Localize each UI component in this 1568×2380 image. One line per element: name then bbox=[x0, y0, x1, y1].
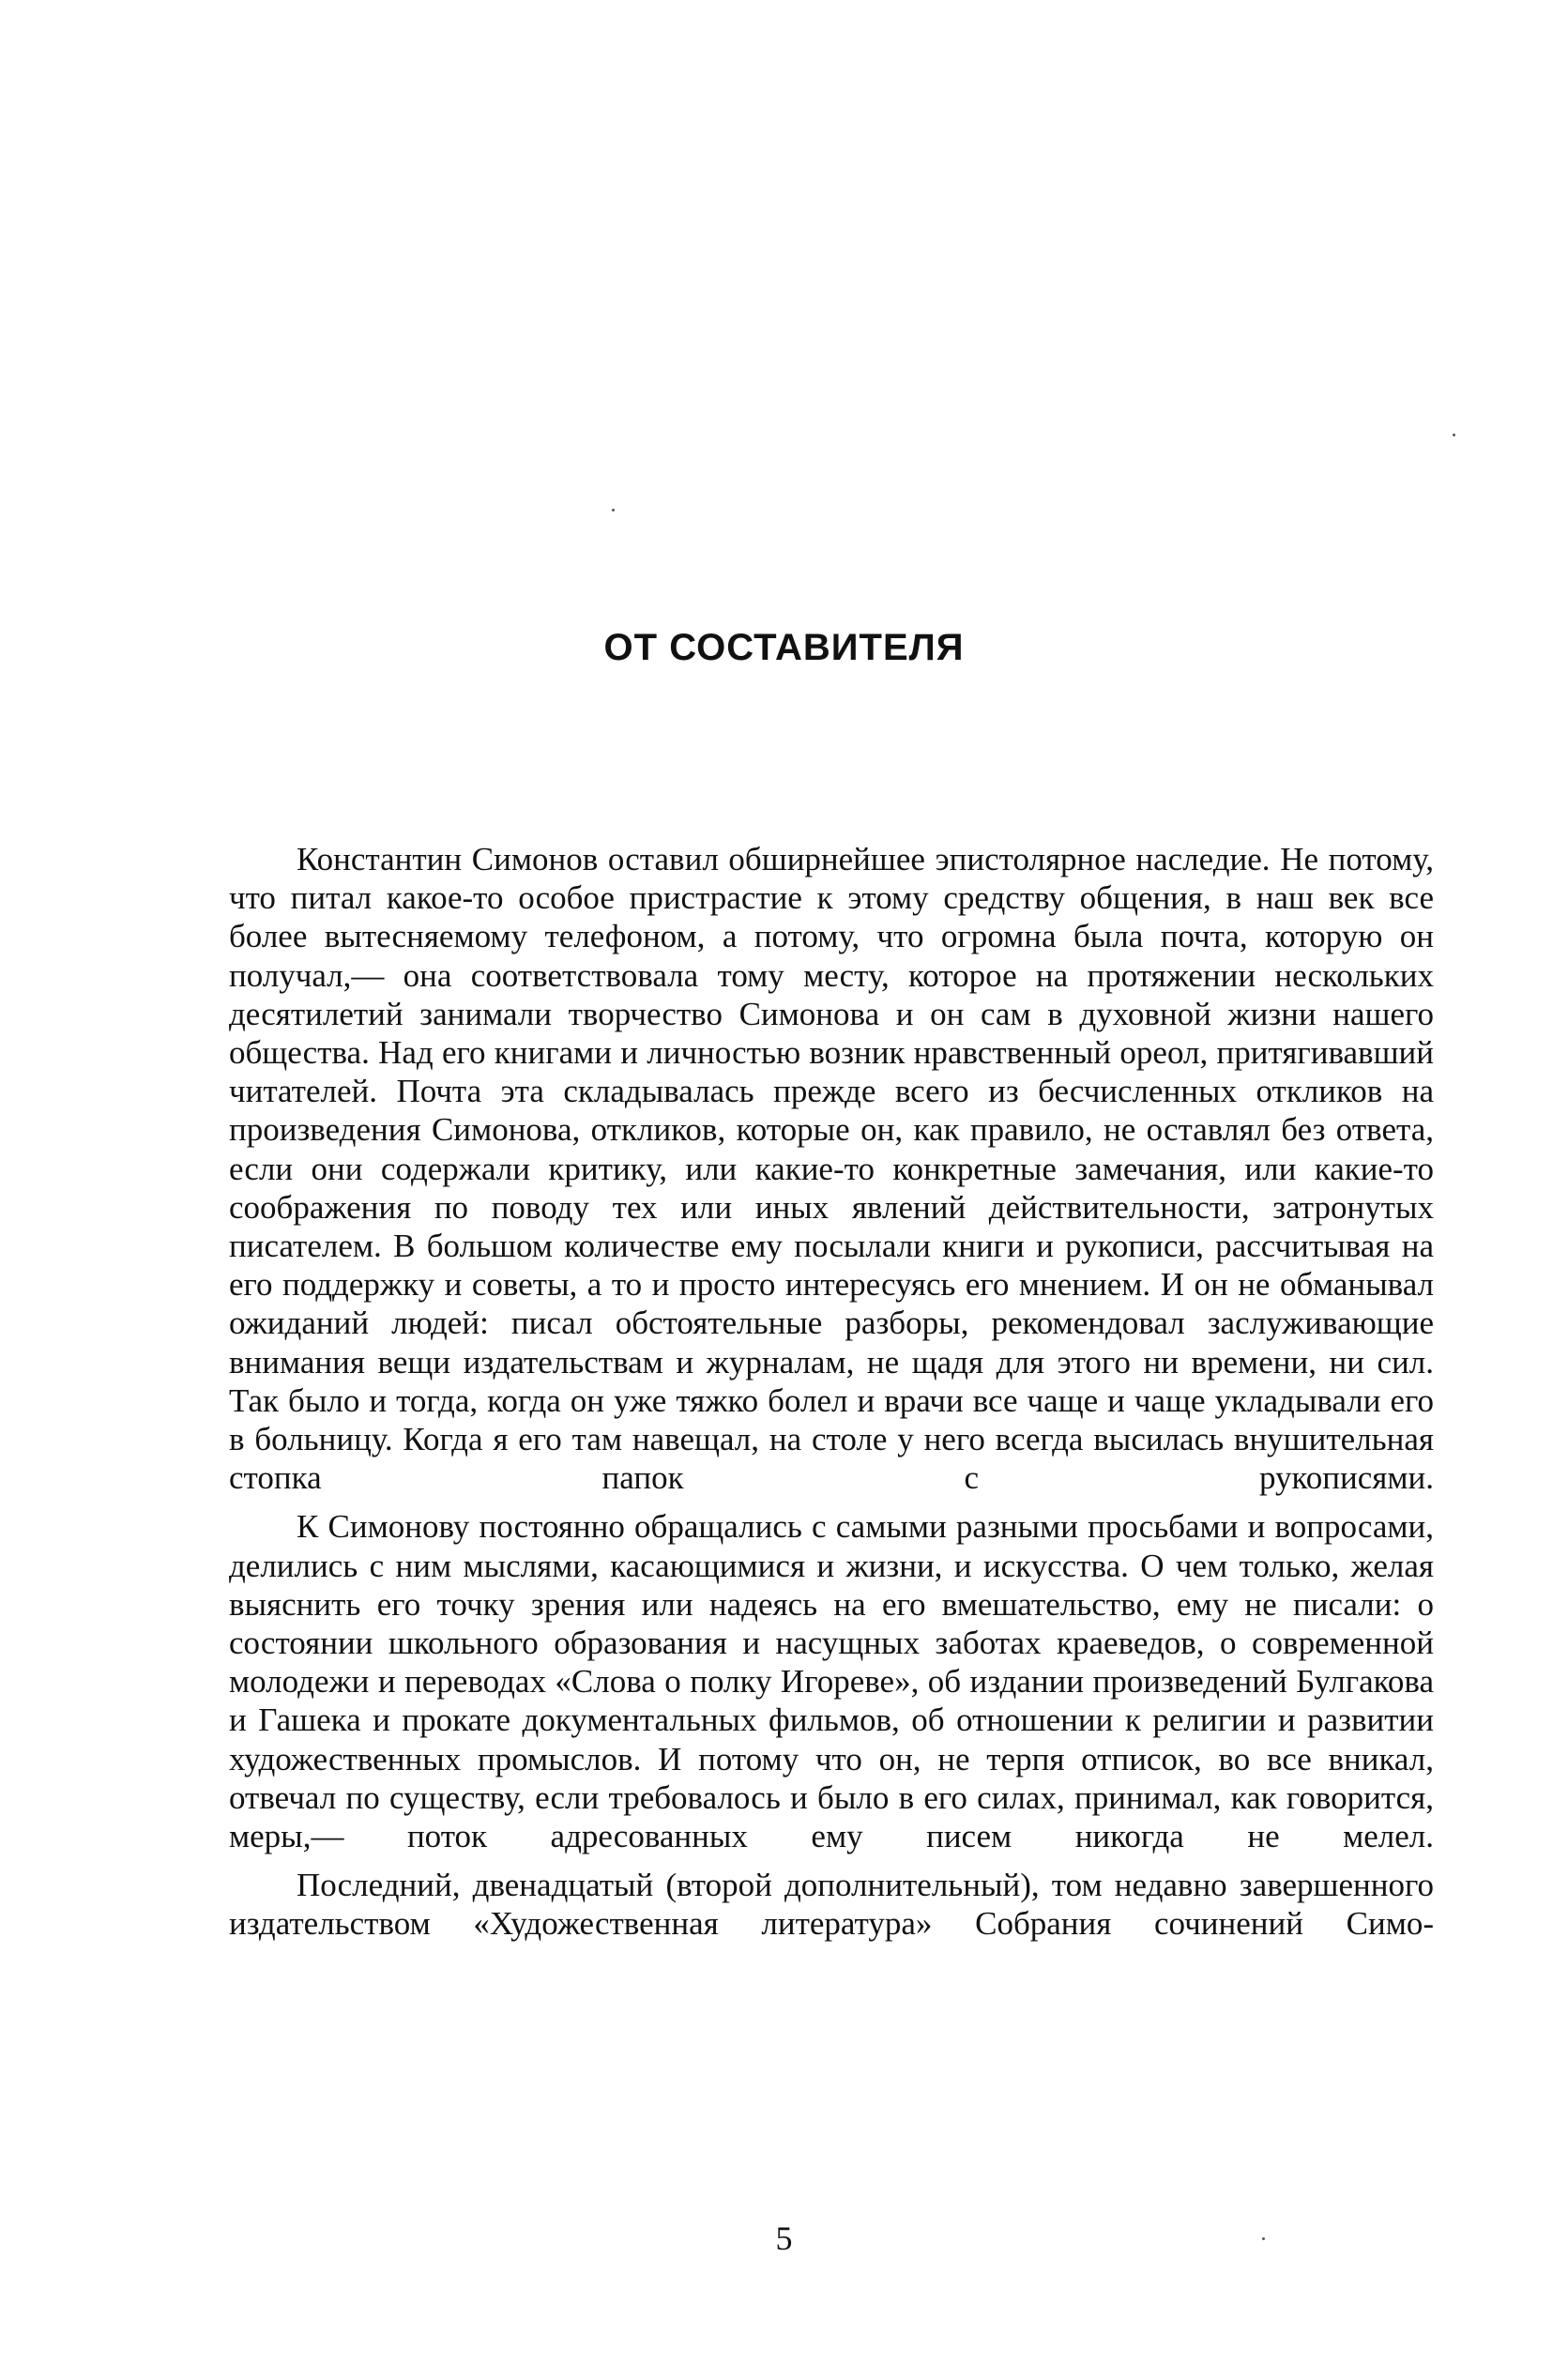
chapter-title: ОТ СОСТАВИТЕЛЯ bbox=[603, 627, 965, 668]
paragraph-1: Константин Симонов оставил обширнейшее эпистолярное наследие. Не потому, что питал какое-то особое пристрастие к этому средству общения, в наш век все более вытесняемому телефоном, а потому, что огромна была почта, которую он получал,— она соответствовала тому месту, которое на протяжении нескольких десятилетий занимали творчество Симонова и он сам в духовной жизни нашего общества. Над его книгами и личностью возник нравственный ореол, притягивавший читателей. Почта эта складывалась прежде всего из бесчисленных откликов на произведения Симонова, откликов, которые он, как правило, не оставлял без ответа, если они содержали критику, или какие-то конкретные замечания, или какие-то соображения по поводу тех или иных явлений действительности, затронутых писателем. В большом количестве ему посылали книги и рукописи, рассчитывая на его поддержку и советы, а то и просто интересуясь его мнением. И он не обманывал ожиданий людей: писал обстоятельные разборы, рекомендовал заслуживающие внимания вещи издательствам и журналам, не щадя для этого ни времени, ни сил. Так было и тогда, когда он уже тяжко болел и врачи все чаще и чаще укладывали его в больницу. Когда я его там навещал, на столе у него всегда высилась внушительная стопка папок с рукописями. bbox=[229, 841, 1434, 1497]
print-speck bbox=[1453, 434, 1455, 436]
print-speck bbox=[612, 509, 615, 511]
body-text bbox=[229, 840, 1434, 1944]
page-number: 5 bbox=[775, 2220, 793, 2257]
paragraph-2: К Симонову постоянно обращались с самыми разными просьбами и вопросами, делились с ним мыслями, касающимися и жизни, и искусства. О чем только, желая выяснить его точку зрения или надеясь на его вмешательство, ему не писали: о состоянии школьного образования и насущных заботах краеведов, о современной молодежи и переводах «Слова о полку Игореве», об издании произведений Булгакова и Гашека и прокате документальных фильмов, об отношении к религии и развитии художественных промыслов. И потому что он, не терпя отписок, во все вникал, отвечал по существу, если требовалось и было в его силах, принимал, как говорится, меры,— поток адресованных ему писем никогда не мелел. bbox=[229, 1508, 1434, 1855]
paragraph-3: Последний, двенадцатый (второй дополнительный), том недавно завершенного издательством «Художественная литература» Собрания сочинений Симо- bbox=[229, 1867, 1434, 1943]
